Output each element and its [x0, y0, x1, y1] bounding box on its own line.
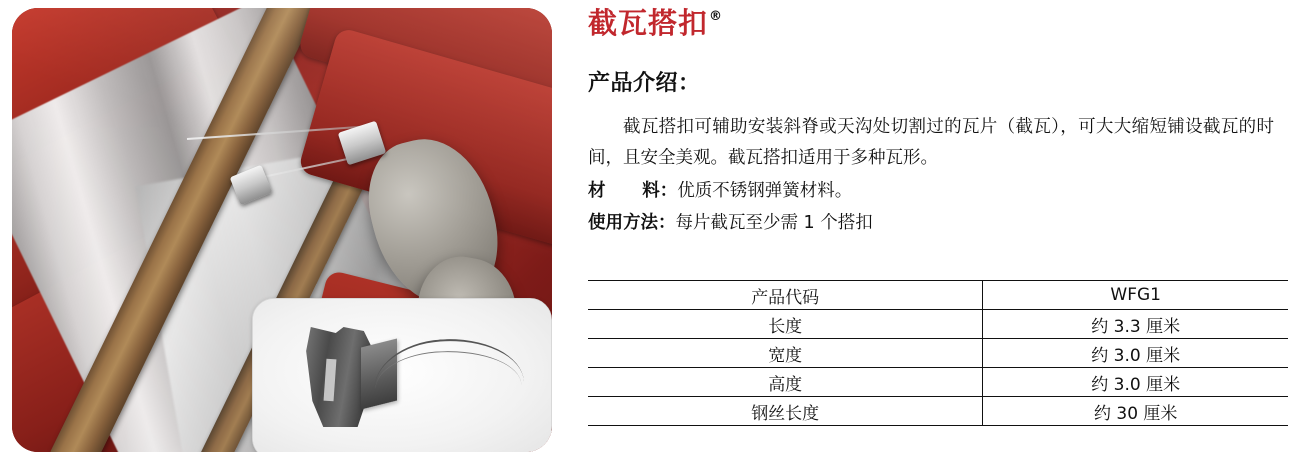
spec-name: 宽度: [588, 339, 983, 368]
spec-value: 约 3.0 厘米: [983, 339, 1288, 368]
table-row: [588, 339, 1288, 368]
spec-value: 约 3.0 厘米: [983, 368, 1288, 397]
usage-line: [588, 208, 873, 238]
usage-value: 每片截瓦至少需 1 个搭扣: [675, 213, 873, 233]
product-info-column: [588, 0, 1288, 460]
spec-value: 约 30 厘米: [983, 397, 1288, 426]
table-row: [588, 281, 1288, 310]
material-label-suffix: 料：: [642, 181, 678, 201]
material-value: 优质不锈钢弹簧材料。: [677, 181, 853, 201]
table-row: [588, 397, 1288, 426]
material-line: [588, 176, 852, 206]
main-product-photo: [12, 8, 552, 452]
table-row: [588, 368, 1288, 397]
intro-heading: 产品介绍：: [588, 71, 701, 96]
product-title: 截瓦搭扣: [588, 6, 709, 40]
product-title-row: [588, 8, 722, 40]
spec-name: 高度: [588, 368, 983, 397]
spec-value: WFG1: [983, 281, 1288, 310]
product-closeup-inset: [252, 298, 552, 452]
spec-name: 产品代码: [588, 281, 983, 310]
material-label: 材: [588, 181, 606, 201]
spec-value: 约 3.3 厘米: [983, 310, 1288, 339]
spec-name: 长度: [588, 310, 983, 339]
specification-table: [588, 280, 1288, 426]
usage-label: 使用方法：: [588, 213, 676, 233]
spec-name: 钢丝长度: [588, 397, 983, 426]
intro-paragraph: 截瓦搭扣可辅助安装斜脊或天沟处切割过的瓦片（截瓦），可大大缩短铺设截瓦的时间，且安全美观。截瓦搭扣适用于多种瓦形。: [588, 117, 1274, 168]
table-row: [588, 310, 1288, 339]
registered-trademark-icon: ®: [709, 9, 723, 24]
